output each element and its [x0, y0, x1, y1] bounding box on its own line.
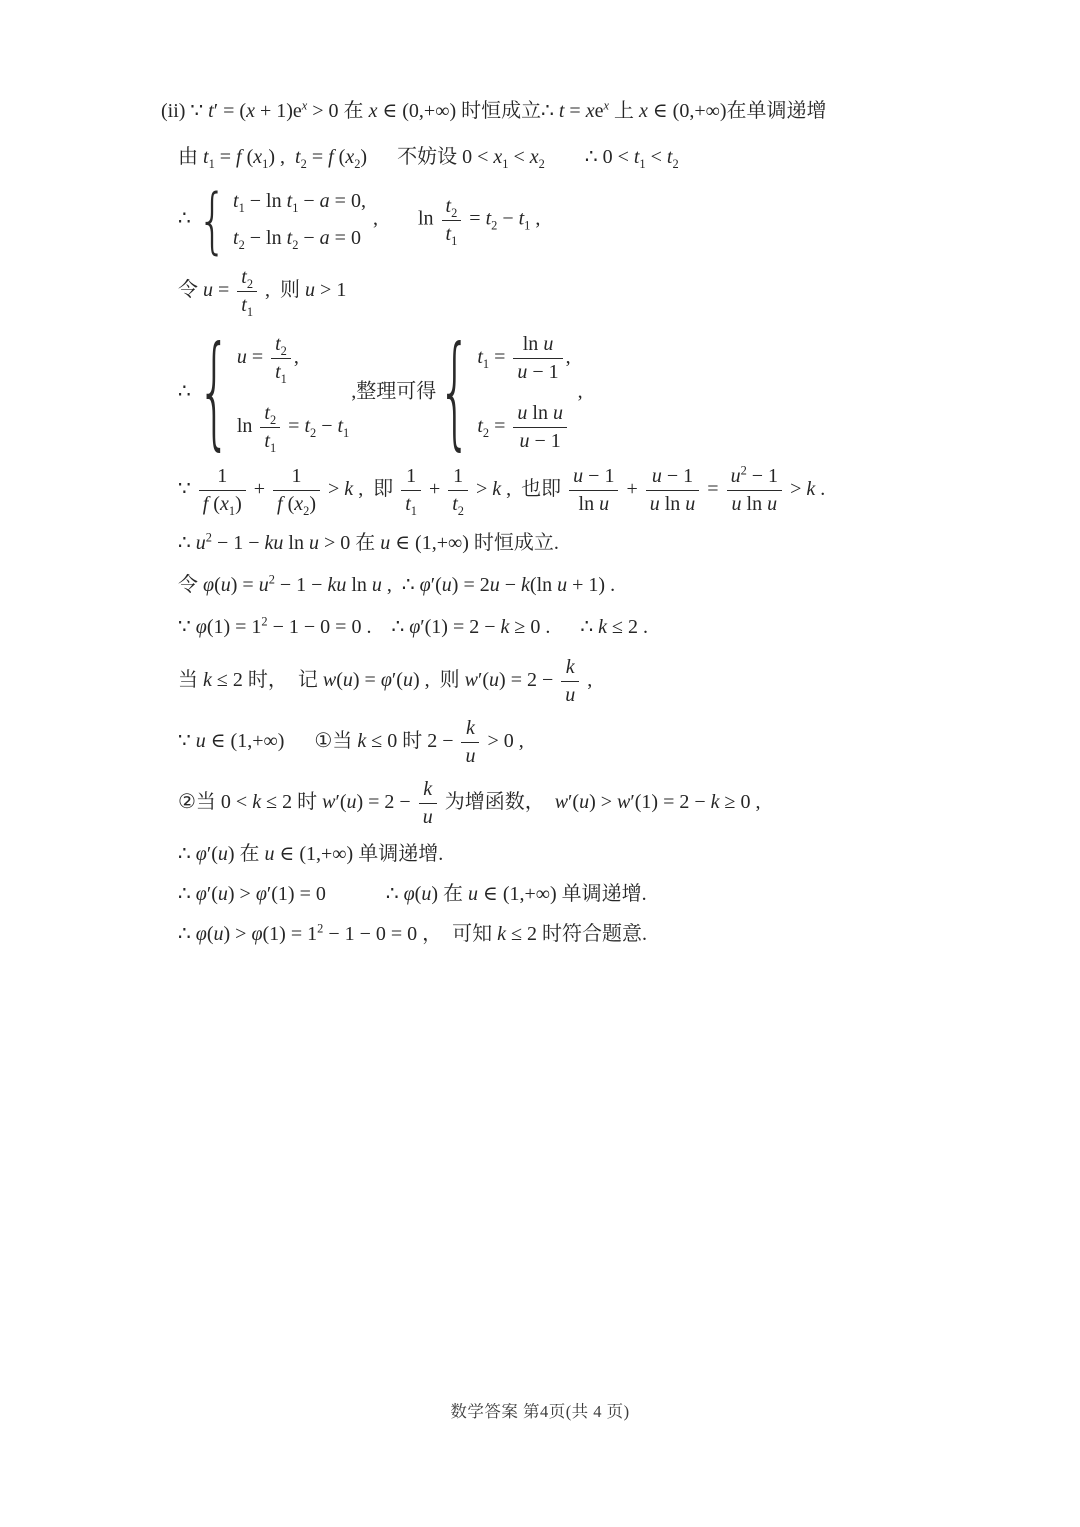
page-footer: 数学答案 第4页(共 4 页): [450, 1402, 630, 1421]
formula-line-05-cases: ∴ { u = $\frac{t_2}{t_1}$ , ln $\frac{t_2}{t_1}$ = $t_2 - t_1$ ,整理可得 { $t_1$ = $\frac{\text{ln u}}{u - 1}$ , $t_2$ = $\frac{\text{u ln u}}{u - 1}$ ,: [178, 332, 938, 454]
formula-line-02: 由 $t_1 = f$ $(x_1)$ , $t_2 = f$ $(x_2)$ 不妨设 $0 < x_1 < x_2$ ∴ $0 < t_1 < t_2$: [178, 146, 679, 171]
formula-line-04: 令 u = $\frac{t_2}{t_1}$ , 则 u > 1: [178, 266, 347, 319]
formula-line-07: ∴ $u^2 - 1$ − ku ln u > 0 在 u ∈ (1,+∞) 时恒成立.: [178, 530, 559, 554]
formula-line-12: ②当 0 < k ≤ 2 时 w′(u) = 2 − $\frac{k}{u}$ 为增函数， w′(u) > w′(1) = 2 − k ≥ 0 ,: [178, 778, 761, 828]
formula-line-08: 令 $\varphi(u) = u^2 - 1$ − ku ln u , ∴ φ′(u) = 2u − k(ln u + 1) .: [178, 572, 616, 596]
answer-sheet-content: [161, 97, 938, 949]
formula-line-06: ∵ $\frac{1}{f (x_1)}$ + $\frac{1}{f (x_2)}$ > k , 即 $\frac{1}{t_1}$ + $\frac{1}{t_2}$ > k , 也即 $\frac{u - 1}{\text{ln u}}$ + $\frac{u - 1}{\text{u ln u}}$ = $\frac{u^2 - 1}{\text{u ln u}}$ > k .: [178, 463, 826, 518]
formula-line-09: ∵ $\varphi(1) = 1^2 - 1 - 0 = 0$ . ∴ φ′(1) = 2 − k ≥ 0 . ∴ k ≤ 2 .: [178, 614, 648, 638]
formula-line-15: ∴ $\varphi(u) > \varphi(1) = 1^2 - 1 - 0 = 0$ ， 可知 k ≤ 2 时符合题意.: [178, 921, 648, 945]
formula-line-03-cases: ∴ { $t_1 - \ln t_1 - a = 0$, $t_2 - \ln t_2 - a = 0$ , ln $\frac{t_2}{t_1}$ = $t_2 - t_1$ ,: [178, 187, 938, 253]
formula-line-01: (ii) ∵ $t' = (x + 1)e^x > 0$ 在 x ∈ (0,+∞) 时恒成立∴ $t = xe^x$ 上 x ∈ (0,+∞)在单调递增: [161, 98, 827, 122]
formula-line-10: 当 k ≤ 2 时， 记 w(u) = φ′(u) , 则 w′(u) = 2 − $\frac{k}{u}$ ,: [178, 656, 593, 706]
formula-line-13: ∴ φ′(u) 在 u ∈ (1,+∞) 单调递增.: [178, 843, 444, 865]
formula-line-11: ∵ u ∈ (1,+∞) ①当 k ≤ 0 时 2 − $\frac{k}{u}$ > 0 ,: [178, 717, 524, 767]
formula-line-14: ∴ φ′(u) > φ′(1) = 0 ∴ φ(u) 在 u ∈ (1,+∞) 单调递增.: [178, 883, 647, 905]
